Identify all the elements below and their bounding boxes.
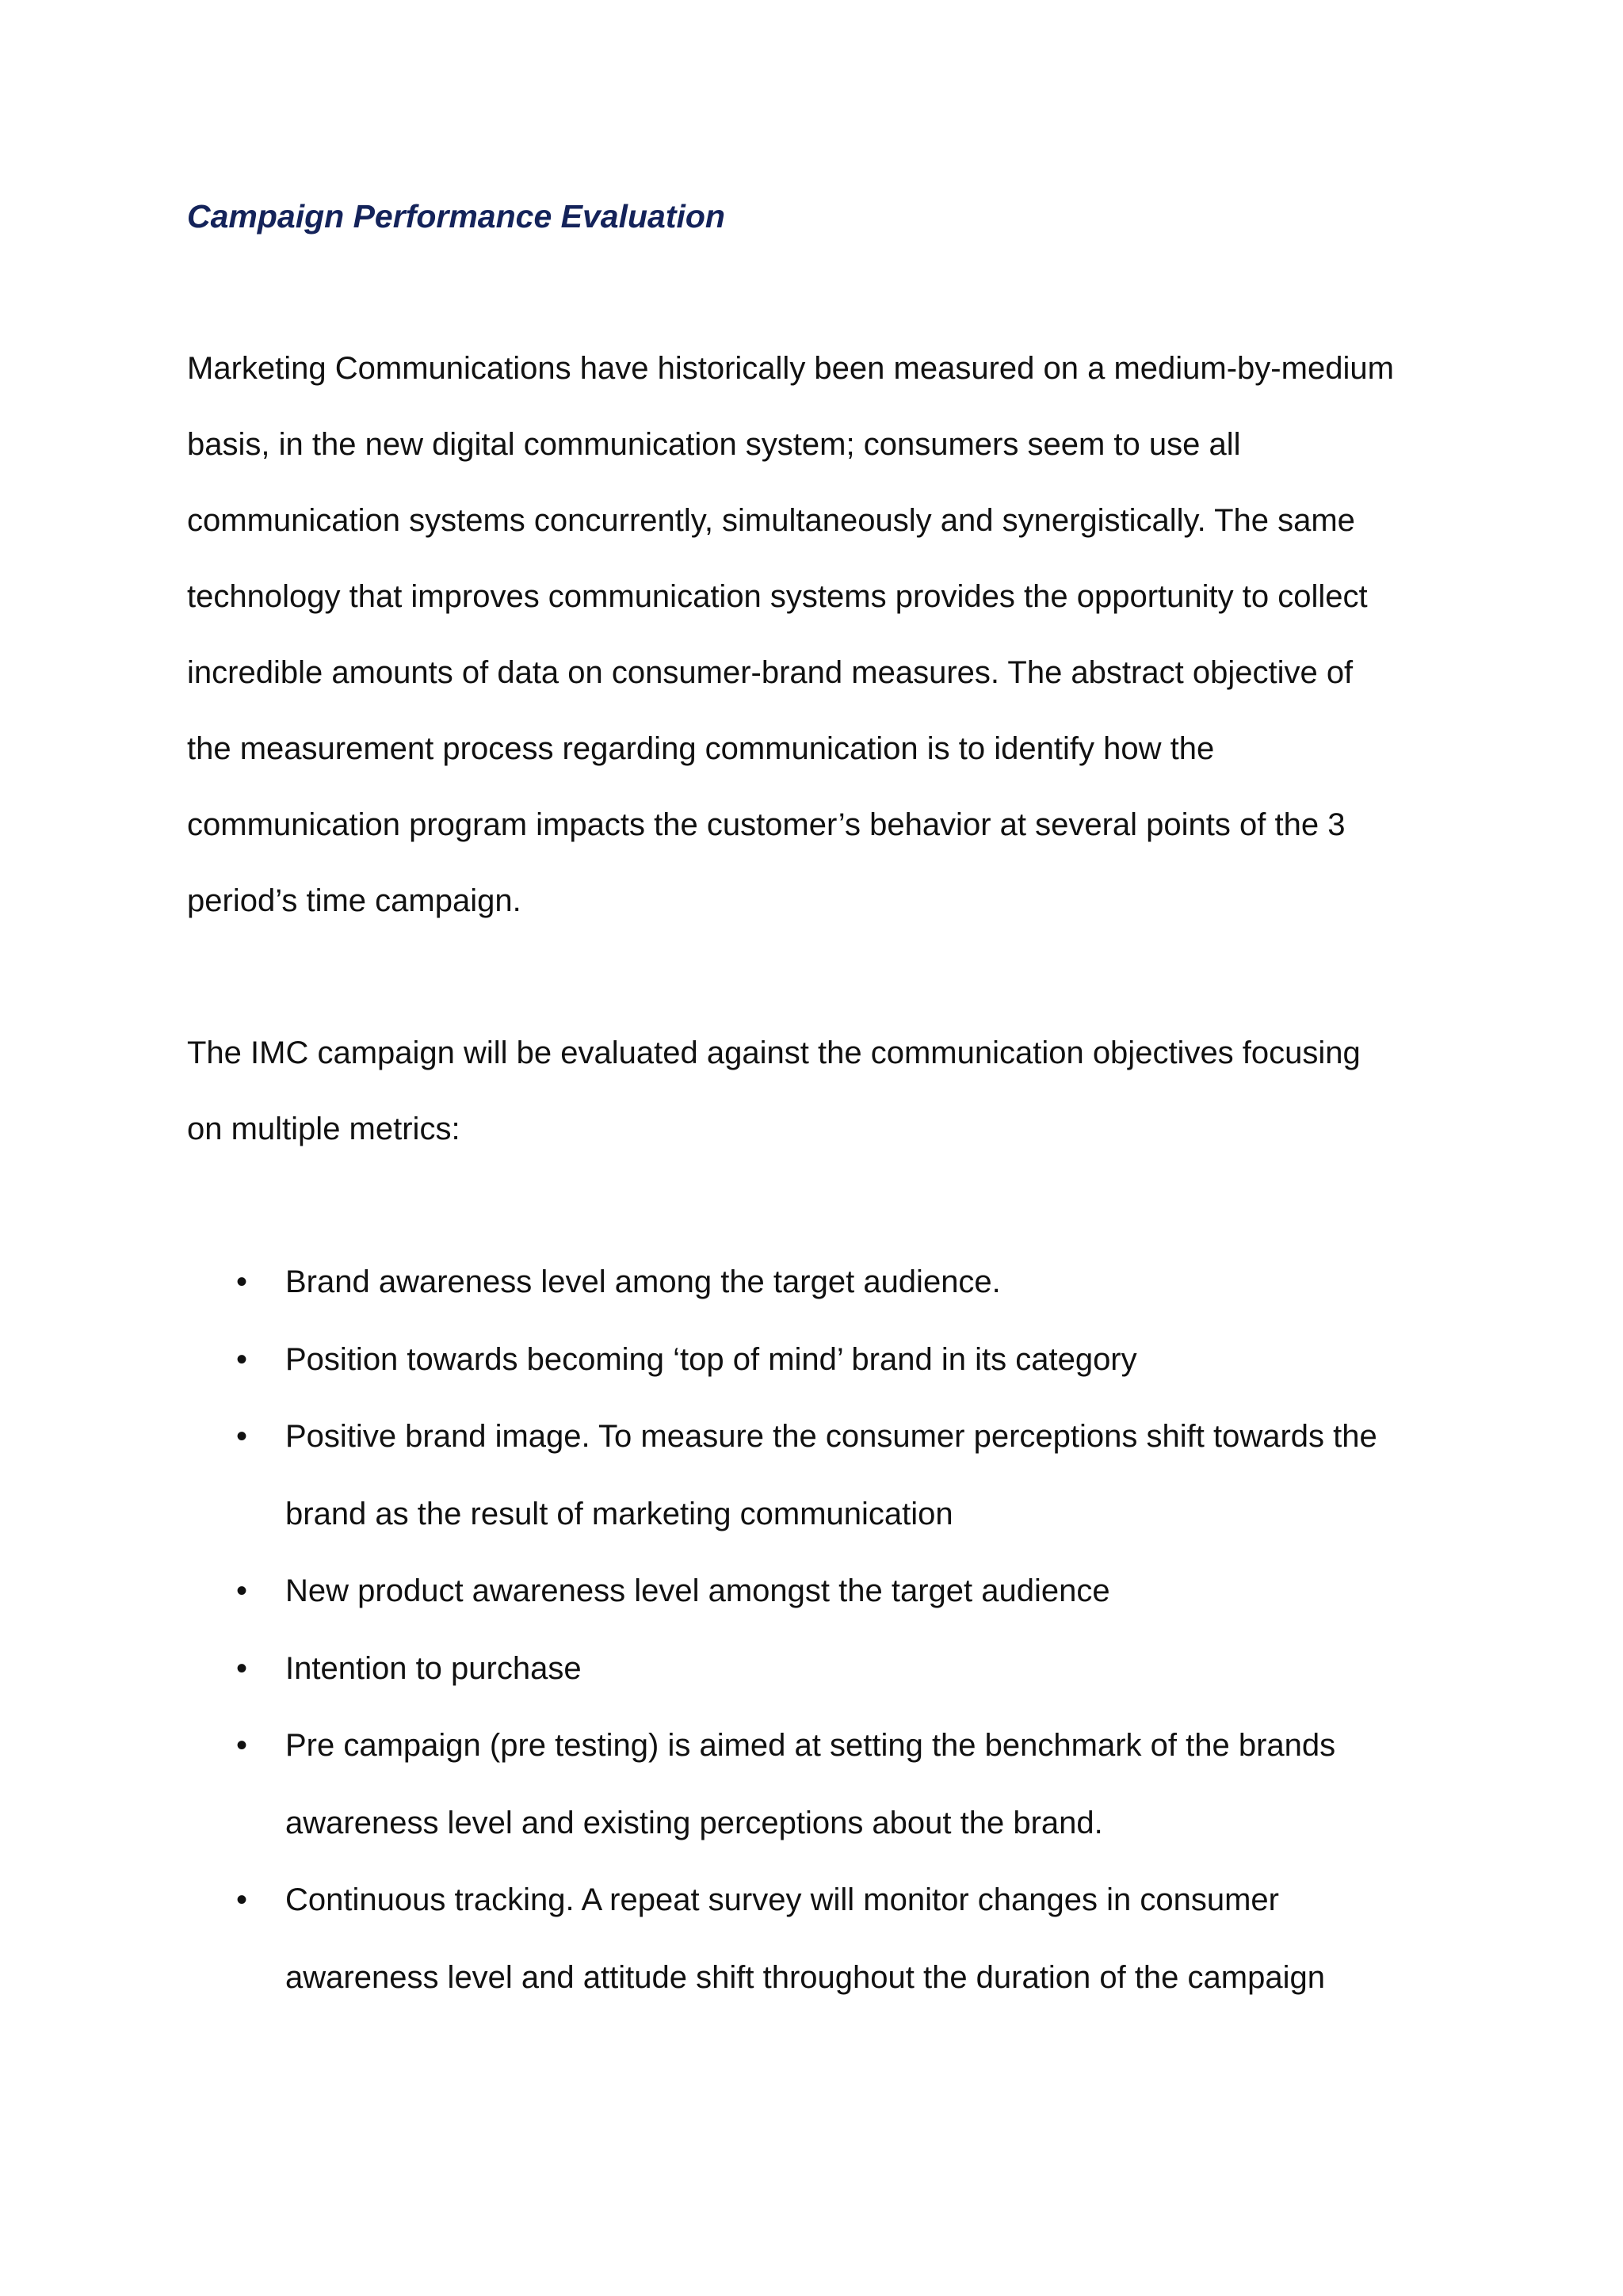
paragraph-line: technology that improves communication systems provides the opportunity to collect [187,579,1368,614]
paragraph-line: The IMC campaign will be evaluated against the communication objectives focusing [187,1035,1361,1070]
paragraph-line: basis, in the new digital communication system; consumers seem to use all [187,427,1241,462]
paragraph-line: communication systems concurrently, simultaneously and synergistically. The same [187,503,1355,538]
evaluation-paragraph [187,1015,1455,1167]
list-item [187,1707,1455,1862]
list-item-text: Position towards becoming ‘top of mind’ brand in its category [285,1341,1137,1377]
list-item-text: brand as the result of marketing communication [285,1496,953,1531]
list-item-text: Intention to purchase [285,1650,582,1686]
paragraph-line: period’s time campaign. [187,883,521,918]
list-item [187,1244,1455,1322]
list-item-text: Continuous tracking. A repeat survey will monitor changes in consumer [285,1882,1279,1917]
bullet-icon: • [236,1264,248,1299]
paragraph-line: on multiple metrics: [187,1112,460,1146]
bullet-icon: • [236,1728,248,1763]
bullet-icon: • [236,1882,248,1917]
document-page [187,0,1455,2296]
bullet-icon: • [236,1650,248,1686]
list-item [187,1630,1455,1708]
list-item-text: New product awareness level amongst the target audience [285,1573,1110,1608]
bullet-icon: • [236,1341,248,1377]
bullet-icon: • [236,1419,248,1454]
list-item-text: awareness level and existing perceptions about the brand. [285,1805,1103,1840]
bullet-icon: • [236,1573,248,1608]
metrics-list [187,1244,1455,2016]
list-item-text: awareness level and attitude shift throughout the duration of the campaign [285,1959,1325,1995]
intro-paragraph [187,330,1455,939]
paragraph-line: communication program impacts the customer’s behavior at several points of the 3 [187,807,1346,842]
list-item-text: Positive brand image. To measure the consumer perceptions shift towards the [285,1419,1377,1454]
list-item [187,1322,1455,1399]
list-item [187,1553,1455,1630]
paragraph-line: the measurement process regarding communication is to identify how the [187,731,1215,766]
list-item [187,1862,1455,2016]
list-item-text: Brand awareness level among the target audience. [285,1264,1001,1299]
list-item-text: Pre campaign (pre testing) is aimed at setting the benchmark of the brands [285,1728,1336,1763]
paragraph-line: Marketing Communications have historically been measured on a medium-by-medium [187,351,1394,386]
list-item [187,1398,1455,1553]
section-heading: Campaign Performance Evaluation [187,198,725,235]
paragraph-line: incredible amounts of data on consumer-brand measures. The abstract objective of [187,655,1354,690]
